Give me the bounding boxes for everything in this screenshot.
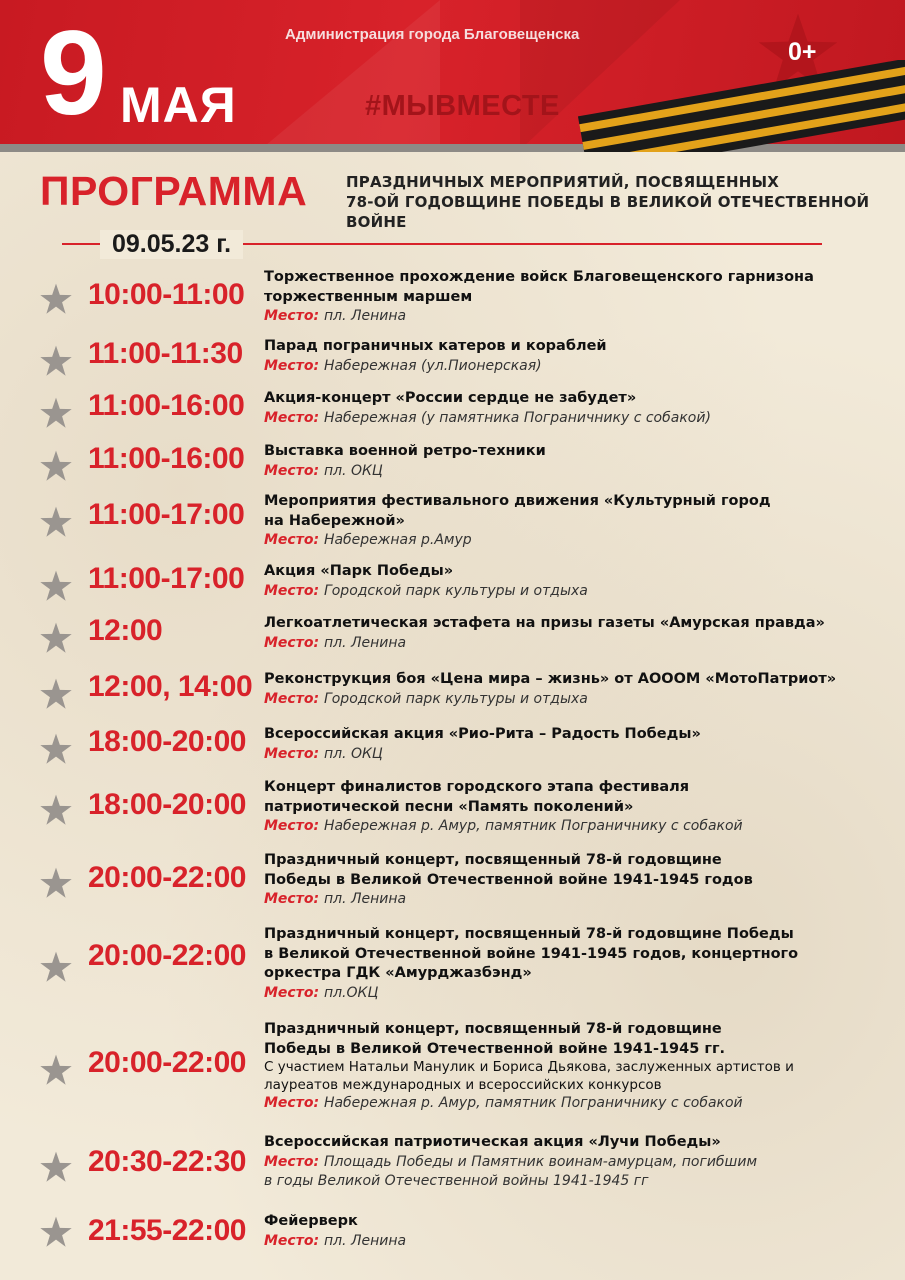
program-date: 09.05.23 г. — [100, 230, 243, 259]
event-place: Место: Городской парк культуры и отдыха — [264, 582, 588, 599]
event-place: Место: пл. Ленина — [264, 308, 407, 324]
event-time: 20:30-22:30 — [88, 1145, 246, 1178]
event-title: Концерт финалистов городского этапа фестиваля — [264, 779, 690, 795]
event-time: 20:00-22:00 — [88, 939, 246, 972]
event-title: патриотической песни «Память поколений» — [264, 798, 634, 815]
event-place: Место: Набережная (ул.Пионерская) — [264, 357, 542, 374]
place-label: Место: — [264, 1232, 324, 1249]
event-place: Место: Площадь Победы и Памятник воинам-амурцам, погибшим — [264, 1153, 758, 1170]
event-time: 18:00-20:00 — [88, 788, 246, 821]
place-label: Место: — [264, 532, 324, 548]
event-title: Победы в Великой Отечественной войне 1941-1945 годов — [264, 871, 753, 888]
event-body — [264, 725, 884, 764]
place-label: Место: — [264, 308, 324, 324]
program-subtitle — [346, 172, 905, 232]
event-body — [264, 1133, 884, 1191]
st-george-ribbon-icon — [560, 60, 905, 152]
event-body — [264, 614, 884, 653]
event-note: лауреатов международных и всероссийских конкурсов — [264, 1076, 662, 1093]
place-label: Место: — [264, 634, 324, 651]
place-label: Место: — [264, 984, 324, 1001]
hashtag: #МЫВМЕСТЕ — [365, 90, 560, 122]
event-time: 18:00-20:00 — [88, 725, 246, 758]
star-icon — [40, 570, 72, 602]
event-title: в Великой Отечественной войне 1941-1945 годов, концертного — [264, 945, 799, 962]
event-place: Место: Набережная р.Амур — [264, 532, 472, 548]
event-time: 11:00-11:30 — [88, 337, 243, 370]
event-body — [264, 337, 884, 376]
star-icon — [40, 951, 72, 983]
place-label: Место: — [264, 1095, 324, 1111]
event-time: 12:00 — [88, 614, 163, 647]
event-title: Выставка военной ретро-техники — [264, 443, 546, 459]
event-title: Легкоатлетическая эстафета на призы газеты «Амурская правда» — [264, 615, 825, 631]
event-place: Место: пл. Ленина — [264, 1232, 407, 1249]
event-time: 11:00-17:00 — [88, 562, 245, 595]
event-place: Место: пл. Ленина — [264, 891, 407, 907]
event-note: С участием Натальи Манулик и Бориса Дьякова, заслуженных артистов и — [264, 1059, 794, 1075]
event-place: Место: пл. ОКЦ — [264, 745, 383, 762]
star-icon — [40, 733, 72, 765]
event-title: Праздничный концерт, посвященный 78-й годовщине — [264, 1021, 722, 1037]
place-label: Место: — [264, 690, 324, 707]
event-body — [264, 670, 884, 709]
program-title: ПРОГРАММА — [40, 168, 308, 214]
month-label: МАЯ — [120, 77, 237, 133]
event-time: 20:00-22:00 — [88, 861, 246, 894]
event-body — [264, 562, 884, 601]
subtitle-line-1: ПРАЗДНИЧНЫХ МЕРОПРИЯТИЙ, ПОСВЯЩЕННЫХ — [346, 173, 779, 191]
star-icon — [40, 622, 72, 654]
place-label: Место: — [264, 1153, 324, 1170]
star-icon — [40, 283, 72, 315]
event-title: Всероссийская патриотическая акция «Лучи Победы» — [264, 1134, 721, 1150]
place-label: Место: — [264, 462, 324, 479]
event-body — [264, 268, 884, 326]
event-title: Акция-концерт «России сердце не забудет» — [264, 390, 637, 406]
event-title: торжественным маршем — [264, 288, 473, 305]
event-title: Мероприятия фестивального движения «Культурный город — [264, 493, 771, 509]
event-body — [264, 442, 884, 481]
event-time: 20:00-22:00 — [88, 1046, 246, 1079]
header-banner — [0, 0, 905, 152]
event-time: 21:55-22:00 — [88, 1214, 246, 1247]
event-body — [264, 1020, 884, 1113]
place-label: Место: — [264, 891, 324, 907]
event-time: 12:00, 14:00 — [88, 670, 253, 703]
event-title: на Набережной» — [264, 512, 405, 529]
event-place: Место: Набережная (у памятника Пограничнику с собакой) — [264, 409, 711, 426]
administration-label: Администрация города Благовещенска — [285, 26, 580, 43]
event-title: оркестра ГДК «Амурджазбэнд» — [264, 965, 532, 981]
star-icon — [40, 506, 72, 538]
event-body — [264, 389, 884, 428]
star-icon — [40, 397, 72, 429]
event-body — [264, 1212, 884, 1251]
subtitle-line-2: 78-ОЙ ГОДОВЩИНЕ ПОБЕДЫ В ВЕЛИКОЙ ОТЕЧЕСТВЕННОЙ ВОЙНЕ — [346, 193, 870, 231]
star-icon — [40, 794, 72, 826]
star-icon — [40, 867, 72, 899]
place-label: Место: — [264, 818, 324, 834]
event-place: Место: пл. ОКЦ — [264, 462, 383, 479]
event-body — [264, 851, 884, 909]
event-title: Всероссийская акция «Рио-Рита – Радость Победы» — [264, 726, 701, 742]
place-label: Место: — [264, 582, 324, 599]
event-place: Место: Городской парк культуры и отдыха — [264, 690, 588, 707]
event-place: Место: Набережная р. Амур, памятник Пограничнику с собакой — [264, 818, 743, 834]
event-time: 11:00-16:00 — [88, 442, 245, 475]
event-title: Праздничный концерт, посвященный 78-й годовщине Победы — [264, 926, 794, 942]
place-label: Место: — [264, 409, 324, 426]
place-label: Место: — [264, 745, 324, 762]
event-title: Победы в Великой Отечественной войне 1941-1945 гг. — [264, 1040, 726, 1057]
event-time: 11:00-17:00 — [88, 498, 245, 531]
star-icon — [40, 678, 72, 710]
event-place: Место: пл.ОКЦ — [264, 984, 379, 1001]
star-icon — [40, 1151, 72, 1183]
event-place: Место: пл. Ленина — [264, 634, 407, 651]
place-label: Место: — [264, 357, 324, 374]
star-icon — [40, 1054, 72, 1086]
star-icon — [40, 450, 72, 482]
event-time: 10:00-11:00 — [88, 278, 245, 311]
event-title: Фейерверк — [264, 1213, 358, 1229]
event-title: Торжественное прохождение войск Благовещенского гарнизона — [264, 269, 814, 285]
event-title: Праздничный концерт, посвященный 78-й годовщине — [264, 852, 722, 868]
star-icon — [40, 1216, 72, 1248]
day-number: 9 — [40, 6, 103, 140]
event-body — [264, 778, 884, 836]
event-body — [264, 925, 884, 1003]
event-time: 11:00-16:00 — [88, 389, 245, 422]
event-title: Парад пограничных катеров и кораблей — [264, 338, 607, 354]
event-body — [264, 492, 884, 550]
event-title: Реконструкция боя «Цена мира – жизнь» от АОООМ «МотоПатриот» — [264, 671, 837, 687]
star-icon — [40, 345, 72, 377]
age-rating: 0+ — [788, 38, 817, 66]
event-place: в годы Великой Отечественной войны 1941-1945 гг — [264, 1172, 649, 1189]
event-place: Место: Набережная р. Амур, памятник Пограничнику с собакой — [264, 1095, 743, 1111]
event-title: Акция «Парк Победы» — [264, 563, 454, 579]
